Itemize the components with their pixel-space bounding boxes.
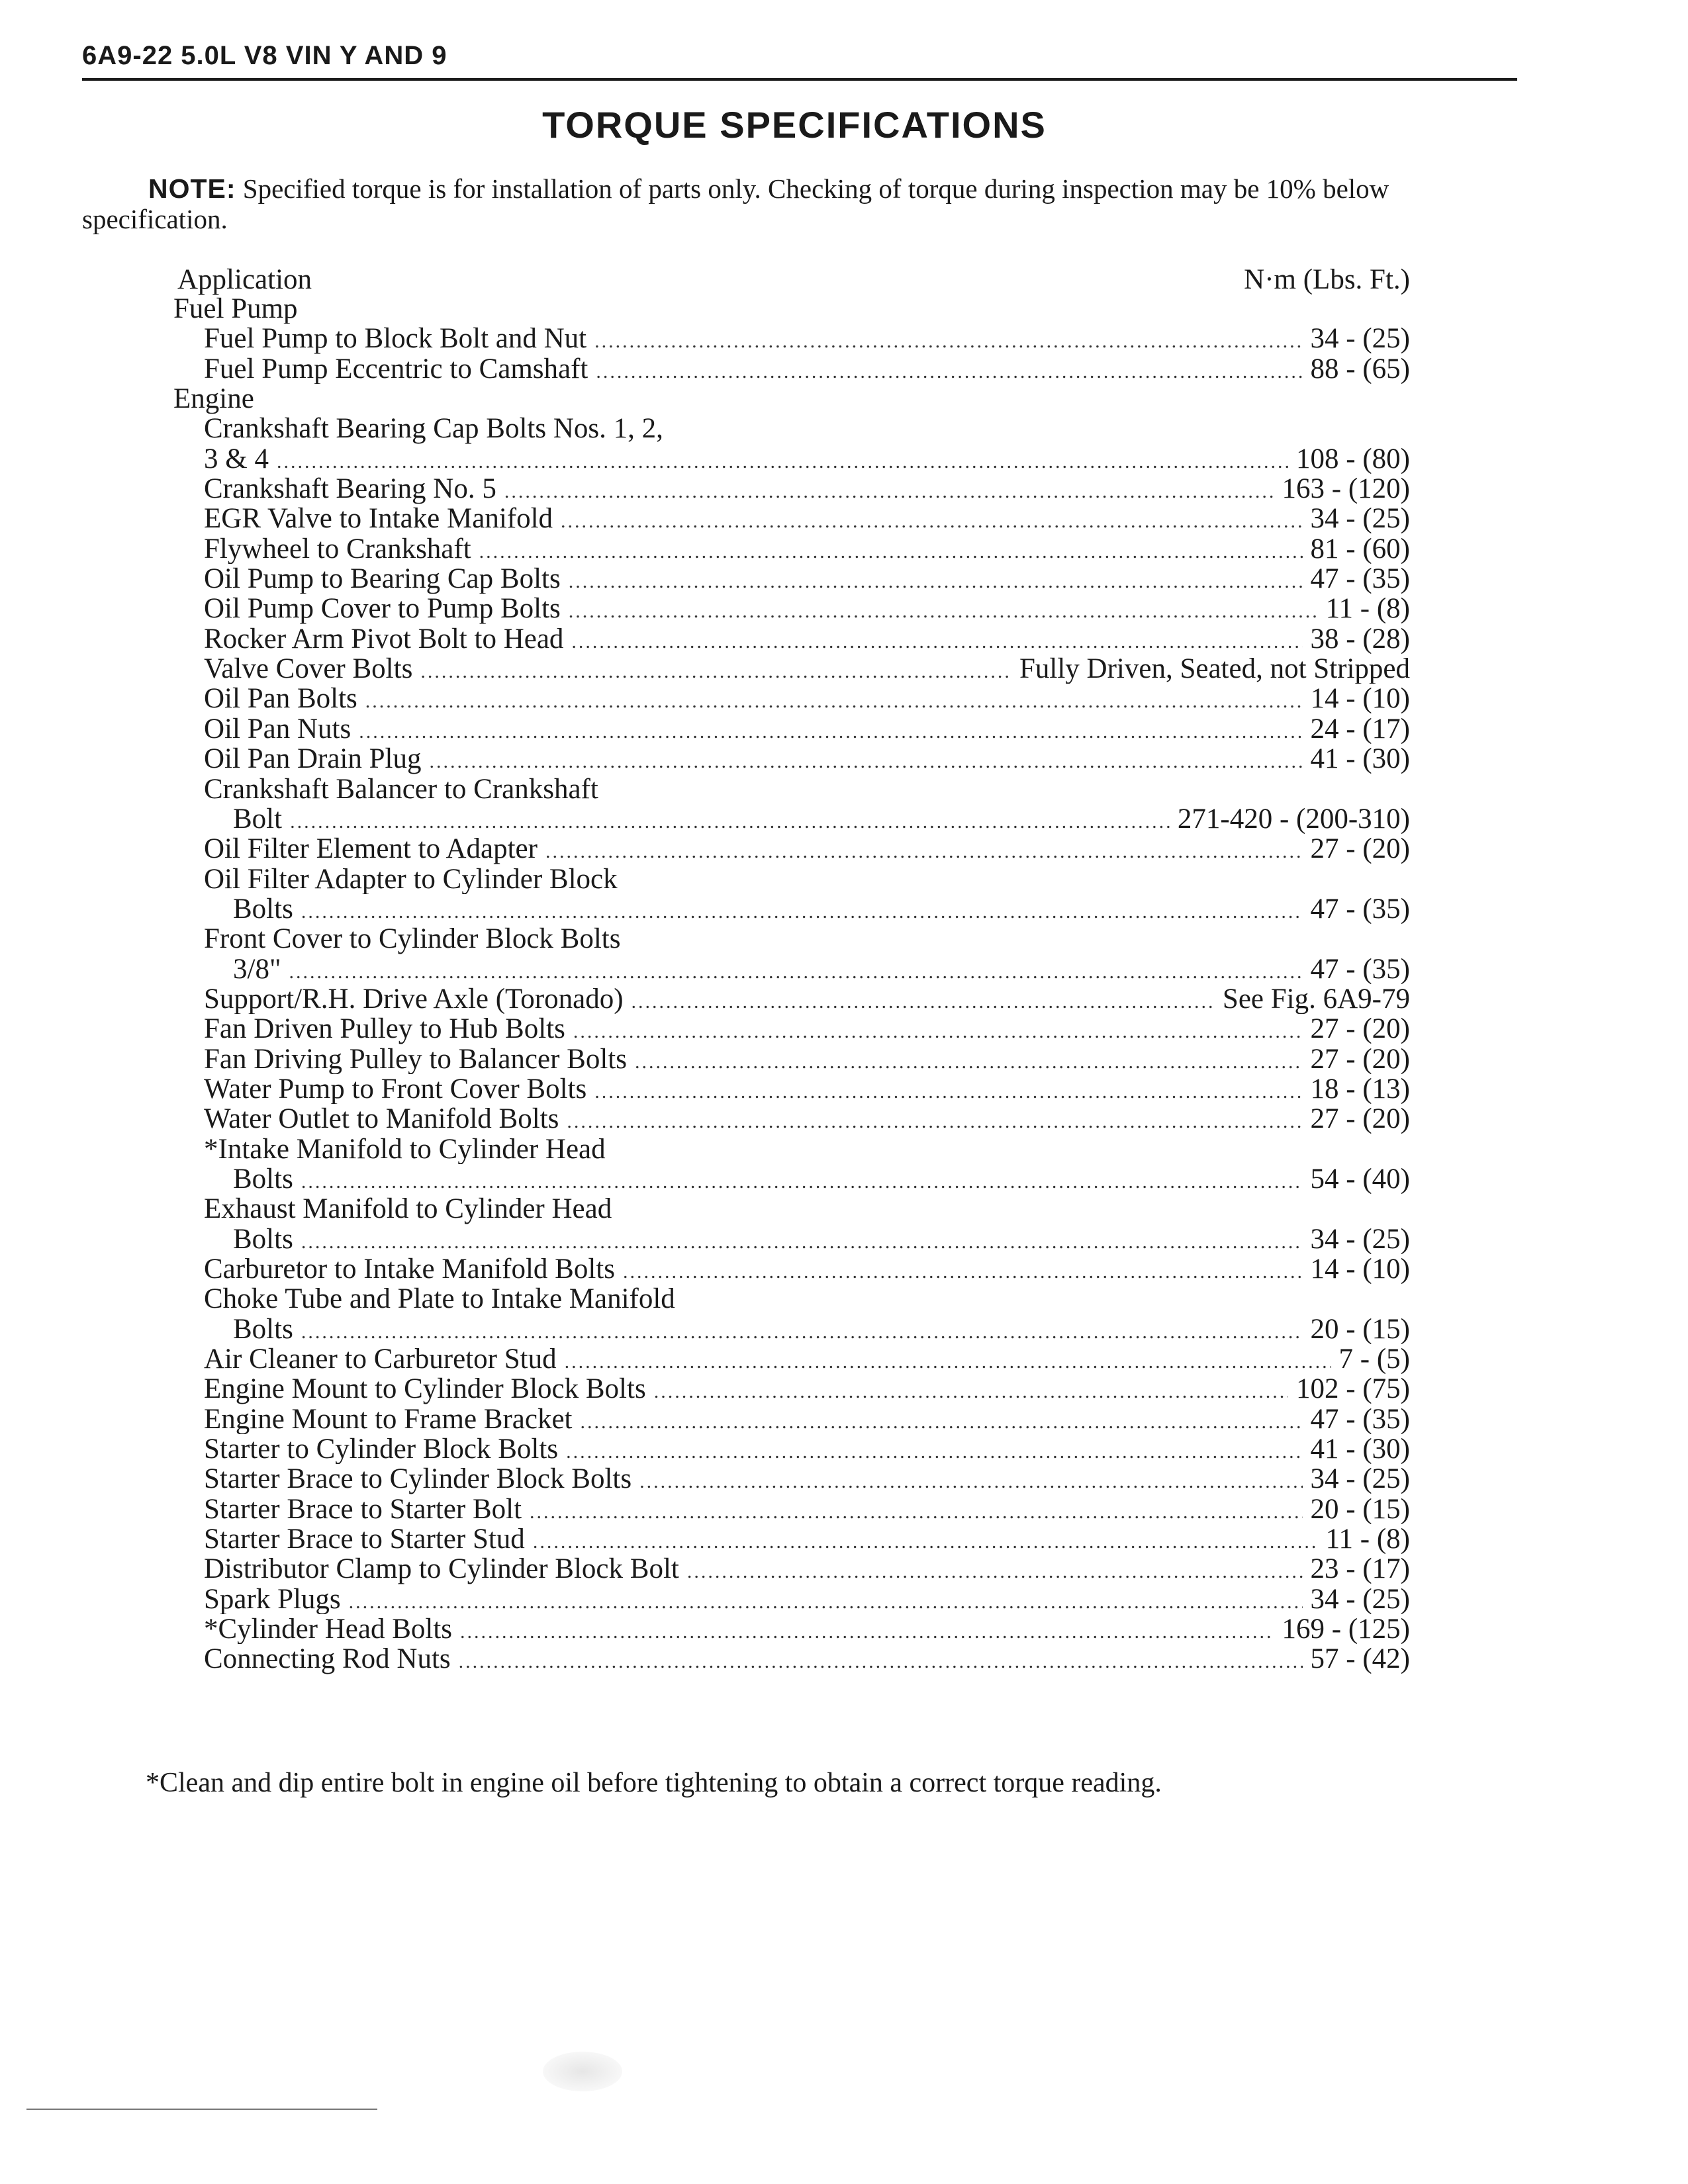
spec-label: Oil Pan Drain Plug [204,744,422,774]
spec-label: EGR Valve to Intake Manifold [204,504,553,534]
spec-group-row [173,774,1410,804]
dot-leader [639,1467,1302,1494]
spec-row [173,804,1410,834]
spec-label: Fuel Pump [173,294,298,324]
spec-label: Oil Filter Adapter to Cylinder Block [204,864,618,894]
spec-row [173,954,1410,984]
spec-label: Bolt [233,803,283,835]
spec-value: 34 - (25) [1310,504,1410,534]
spec-label: Flywheel to Crankshaft [204,533,471,565]
dot-leader [632,987,1215,1014]
page-header [82,40,1517,81]
spec-label: Crankshaft Balancer to Crankshaft [204,774,598,804]
spec-value: 102 - (75) [1296,1374,1410,1404]
spec-value: 47 - (35) [1310,893,1410,925]
dot-leader [459,1647,1303,1674]
spec-value: 20 - (15) [1310,1494,1410,1525]
spec-row [173,1104,1410,1134]
spec-label: Crankshaft Bearing Cap Bolts Nos. 1, 2, [204,414,663,444]
footnote: *Clean and dip entire bolt in engine oil before tightening to obtain a correct torque reading. [146,1768,1162,1798]
dot-leader [635,1047,1303,1074]
dot-leader [530,1497,1303,1524]
spec-value: 34 - (25) [1310,1224,1410,1254]
spec-label: Starter Brace to Cylinder Block Bolts [204,1464,632,1494]
spec-label: Carburetor to Intake Manifold Bolts [204,1254,615,1285]
dot-leader [460,1617,1274,1644]
spec-value: 47 - (35) [1310,1404,1410,1435]
spec-label: Oil Filter Element to Adapter [204,834,538,864]
spec-label: Engine [173,384,254,414]
dot-leader [594,326,1302,353]
spec-label: Rocker Arm Pivot Bolt to Head [204,623,564,655]
spec-value: 11 - (8) [1325,594,1410,624]
dot-leader [349,1587,1303,1614]
spec-value: 41 - (30) [1310,1434,1410,1465]
spec-row [173,1224,1410,1254]
dot-leader [277,447,1288,474]
spec-row [173,1044,1410,1074]
scan-smudge [543,2052,622,2091]
spec-label: Bolts [233,1314,293,1345]
spec-label: *Cylinder Head Bolts [204,1614,453,1645]
spec-label: Choke Tube and Plate to Intake Manifold [204,1284,675,1314]
dot-leader [289,957,1303,984]
spec-row [173,1614,1410,1644]
dot-leader [580,1407,1302,1434]
spec-row [173,1014,1410,1044]
spec-value: 18 - (13) [1310,1073,1410,1105]
dot-leader [687,1557,1303,1584]
spec-value: 7 - (5) [1338,1344,1410,1375]
spec-value: 57 - (42) [1310,1644,1410,1674]
spec-group-row [173,1194,1410,1224]
spec-value: 24 - (17) [1310,713,1410,745]
spec-group-row [173,384,1410,414]
spec-value: 14 - (10) [1310,1254,1410,1285]
application-column-header: Application [177,264,312,295]
dot-leader [365,686,1303,713]
spec-row [173,1254,1410,1284]
spec-label: Connecting Rod Nuts [204,1644,451,1674]
spec-group-row [173,294,1410,324]
dot-leader [596,357,1302,384]
dot-leader [565,1347,1331,1374]
dot-leader [654,1377,1288,1404]
spec-label: Oil Pump Cover to Pump Bolts [204,594,561,624]
dot-leader [420,657,1011,684]
spec-row [173,744,1410,774]
spec-label: 3 & 4 [204,443,269,475]
dot-leader [571,627,1302,654]
spec-value: 47 - (35) [1310,954,1410,984]
spec-row [173,894,1410,924]
spec-label: Bolts [233,1163,293,1195]
dot-leader [567,1107,1302,1134]
dot-leader [429,747,1302,774]
spec-value: 163 - (120) [1282,474,1410,504]
spec-value: 169 - (125) [1282,1614,1410,1645]
spec-label: Bolts [233,1224,293,1254]
spec-label: Starter Brace to Starter Bolt [204,1494,522,1525]
dot-leader [561,506,1302,533]
spec-value: 27 - (20) [1310,1014,1410,1044]
spec-row [173,984,1410,1014]
spec-label: Fuel Pump to Block Bolt and Nut [204,324,587,354]
spec-value: 88 - (65) [1310,353,1410,385]
bottom-rule [26,2109,377,2110]
dot-leader [569,596,1318,623]
spec-label: Fan Driven Pulley to Hub Bolts [204,1014,565,1044]
dot-leader [623,1257,1303,1284]
spec-row [173,504,1410,533]
spec-label: Oil Pan Nuts [204,713,352,745]
spec-value: See Fig. 6A9-79 [1222,983,1410,1015]
spec-value: 34 - (25) [1310,1584,1410,1615]
spec-row [173,1164,1410,1194]
spec-value: 47 - (35) [1310,564,1410,594]
spec-label: Engine Mount to Frame Bracket [204,1404,573,1435]
page-title: TORQUE SPECIFICATIONS [542,104,1047,146]
spec-row [173,534,1410,564]
spec-group-row [173,1134,1410,1164]
spec-value: 27 - (20) [1310,834,1410,864]
spec-value: 271-420 - (200-310) [1177,803,1410,835]
spec-row [173,1344,1410,1374]
dot-leader [479,537,1303,564]
spec-row [173,564,1410,594]
spec-row [173,444,1410,474]
spec-row [173,1314,1410,1344]
spec-label: Water Pump to Front Cover Bolts [204,1073,587,1105]
spec-label: Fuel Pump Eccentric to Camshaft [204,353,588,385]
spec-label: *Intake Manifold to Cylinder Head [204,1134,606,1164]
spec-label: Front Cover to Cylinder Block Bolts [204,924,621,954]
note-paragraph [82,173,1519,234]
page-reference: 6A9-22 5.0L V8 VIN Y AND 9 [82,41,447,70]
spec-label: Bolts [233,893,293,925]
dot-leader [573,1017,1303,1044]
spec-label: Exhaust Manifold to Cylinder Head [204,1194,612,1224]
dot-leader [301,897,1303,924]
note-label: NOTE: [148,173,236,204]
dot-leader [301,1317,1303,1344]
spec-value: 108 - (80) [1296,443,1410,475]
spec-label: Starter Brace to Starter Stud [204,1524,525,1555]
spec-row [173,1464,1410,1494]
spec-value: 41 - (30) [1310,744,1410,774]
spec-value: 34 - (25) [1310,1464,1410,1494]
spec-value: 27 - (20) [1310,1104,1410,1134]
dot-leader [504,477,1274,504]
spec-group-row [173,924,1410,954]
dot-leader [569,567,1303,594]
spec-label: Distributor Clamp to Cylinder Block Bolt [204,1554,679,1584]
spec-label: Water Outlet to Manifold Bolts [204,1104,559,1134]
note-text: Specified torque is for installation of parts only. Checking of torque during inspection may be 10% below specification. [82,173,1389,234]
spec-value: 38 - (28) [1310,623,1410,655]
dot-leader [359,717,1302,744]
spec-value: 54 - (40) [1310,1163,1410,1195]
spec-value: 81 - (60) [1310,533,1410,565]
spec-row [173,834,1410,864]
spec-row [173,684,1410,713]
spec-row [173,1074,1410,1104]
spec-value: 34 - (25) [1310,324,1410,354]
dot-leader [301,1167,1303,1194]
spec-label: Fan Driving Pulley to Balancer Bolts [204,1044,627,1074]
spec-row [173,1434,1410,1464]
spec-value: 14 - (10) [1310,684,1410,714]
spec-label: Engine Mount to Cylinder Block Bolts [204,1374,646,1404]
dot-leader [533,1527,1318,1554]
spec-row [173,1404,1410,1434]
units-column-header: N·m (Lbs. Ft.) [1244,264,1410,295]
spec-label: Crankshaft Bearing No. 5 [204,474,496,504]
spec-value: 11 - (8) [1325,1524,1410,1555]
spec-group-row [173,864,1410,894]
spec-row [173,624,1410,654]
spec-label: Support/R.H. Drive Axle (Toronado) [204,983,624,1015]
spec-label: Starter to Cylinder Block Bolts [204,1434,559,1465]
dot-leader [301,1227,1303,1254]
spec-label: Spark Plugs [204,1584,341,1615]
spec-row [173,474,1410,504]
spec-row [173,354,1410,384]
spec-label: Oil Pump to Bearing Cap Bolts [204,564,561,594]
torque-spec-list [173,294,1410,1674]
spec-row [173,1524,1410,1554]
spec-row [173,1374,1410,1404]
dot-leader [290,807,1170,834]
spec-label: Air Cleaner to Carburetor Stud [204,1344,557,1375]
spec-value: 23 - (17) [1310,1554,1410,1584]
spec-value: Fully Driven, Seated, not Stripped [1019,654,1410,684]
spec-group-row [173,1284,1410,1314]
spec-label: 3/8" [233,954,281,984]
spec-group-row [173,414,1410,443]
spec-label: Oil Pan Bolts [204,684,357,714]
spec-row [173,654,1410,684]
dot-leader [566,1437,1302,1464]
spec-value: 20 - (15) [1310,1314,1410,1345]
dot-leader [594,1077,1302,1104]
spec-row [173,1644,1410,1674]
spec-label: Valve Cover Bolts [204,654,413,684]
spec-table-header [177,263,1410,294]
spec-row [173,594,1410,623]
spec-row [173,324,1410,353]
spec-row [173,1554,1410,1584]
dot-leader [545,837,1303,864]
spec-row [173,1494,1410,1524]
spec-row [173,714,1410,744]
spec-value: 27 - (20) [1310,1044,1410,1074]
spec-row [173,1584,1410,1614]
